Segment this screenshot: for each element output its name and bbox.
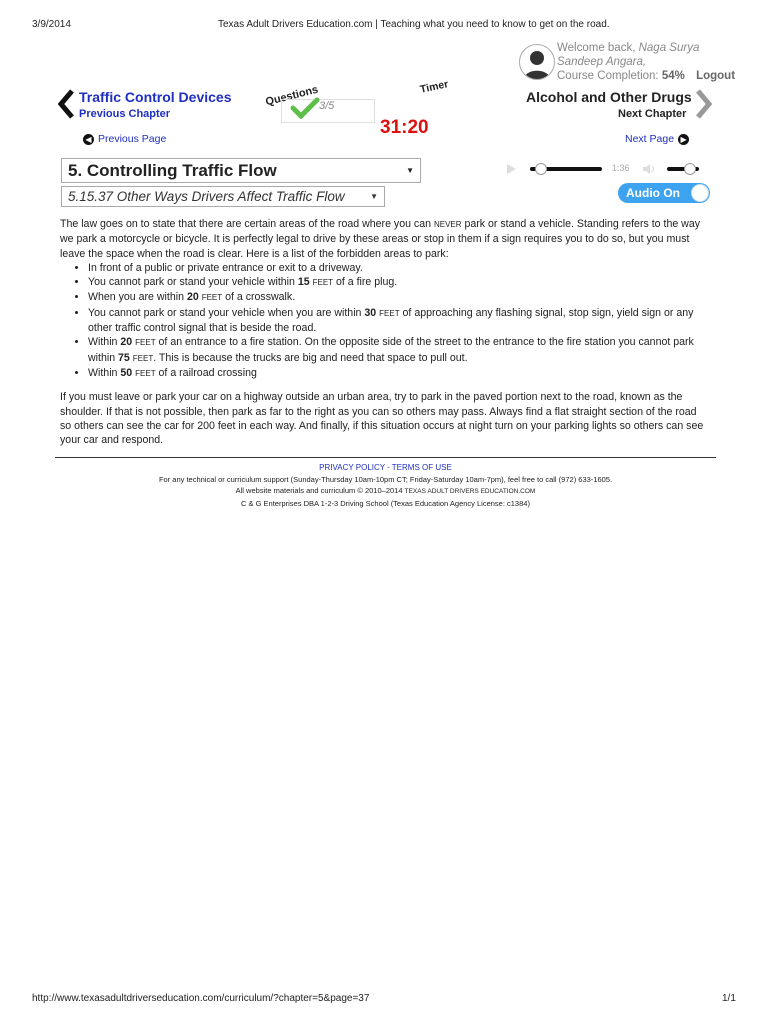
list-item: • Within 50 FEET of a railroad crossing bbox=[88, 366, 710, 381]
audio-seek-handle[interactable] bbox=[535, 163, 547, 175]
next-page-label: Next Page bbox=[625, 133, 675, 145]
support-text: For any technical or curriculum support (Sunday-Thursday 10am-10pm CT; Friday-Saturday 10am-7pm), feel free to call (972) 633-1605. bbox=[158, 474, 613, 484]
next-chapter-title[interactable]: Alcohol and Other Drugs bbox=[526, 89, 692, 105]
welcome-prefix: Welcome back, bbox=[557, 42, 636, 54]
arrow-right-circle-icon: ▶ bbox=[678, 134, 689, 145]
chevron-left-icon[interactable] bbox=[58, 89, 76, 125]
avatar bbox=[519, 44, 555, 80]
play-icon[interactable] bbox=[505, 162, 517, 180]
paragraph-shoulder: If you must leave or park your car on a highway outside an urban area, try to park in the paved portion next to the road, known as the shoulder. If that is not possible, then park as far to the right as you can so others may pass. Always find a flat straight section of the road so others can see the car for 200 feet in each way. And finally, if this situation occurs at night turn on your parking lights so others can see your car and respond. bbox=[60, 391, 704, 447]
user-silhouette-icon bbox=[520, 45, 554, 79]
audio-time: 1:36 bbox=[612, 163, 630, 173]
user-name-first: Naga Surya bbox=[638, 42, 700, 54]
footer-divider bbox=[55, 457, 716, 458]
completion-value: 54% bbox=[661, 70, 685, 82]
caret-down-icon: ▼ bbox=[406, 166, 414, 175]
audio-toggle-label: Audio On bbox=[626, 186, 680, 200]
print-title: Texas Adult Drivers Education.com | Teaching what you need to know to get on the road. bbox=[218, 19, 610, 30]
volume-slider[interactable] bbox=[667, 167, 699, 171]
audio-seek-bar[interactable] bbox=[530, 167, 602, 171]
prev-page-link[interactable] bbox=[83, 133, 166, 145]
volume-icon[interactable] bbox=[642, 162, 658, 180]
timer-label: Timer bbox=[419, 78, 450, 96]
audio-toggle-knob bbox=[691, 184, 709, 202]
list-item: • When you are within 20 FEET of a crosswalk. bbox=[88, 290, 710, 305]
questions-count: 3/5 bbox=[319, 100, 335, 112]
license-text: C & G Enterprises DBA 1-2-3 Driving School (Texas Education Agency License: c1384) bbox=[241, 498, 530, 508]
chevron-right-icon[interactable] bbox=[694, 89, 712, 125]
prev-chapter-title[interactable]: Traffic Control Devices bbox=[79, 89, 232, 105]
next-page-link[interactable] bbox=[625, 133, 689, 145]
prev-chapter-label[interactable]: Previous Chapter bbox=[79, 108, 171, 120]
next-chapter-label[interactable]: Next Chapter bbox=[618, 108, 687, 120]
print-page-number: 1/1 bbox=[722, 993, 736, 1004]
paragraph-intro: The law goes on to state that there are certain areas of the road where you can NEVER park or stand a vehicle. Standing refers to the way we park a motorcycle or bicycle. It is perfectly legal to drive by these areas or stop in them if a sign requires you to do so, but you must leave the space when the road is clear. Here is a list of the forbidden areas to park: bbox=[60, 218, 701, 260]
page-select[interactable] bbox=[61, 186, 385, 207]
questions-label: Questions bbox=[264, 83, 320, 109]
welcome-block bbox=[557, 41, 767, 83]
chapter-select-value: 5. Controlling Traffic Flow bbox=[68, 160, 277, 180]
volume-handle[interactable] bbox=[684, 163, 696, 175]
list-item: • You cannot park or stand your vehicle when you are within 30 FEET of approaching any flashing signal, stop sign, yield sign or any other traffic control signal that is beside the road. bbox=[88, 306, 710, 336]
checkmark-icon bbox=[290, 97, 320, 124]
timer-value: 31:20 bbox=[380, 117, 429, 138]
chapter-select[interactable] bbox=[61, 158, 421, 183]
user-name-second: Sandeep Angara, bbox=[557, 56, 647, 68]
forbidden-areas-list bbox=[60, 261, 710, 381]
completion-label: Course Completion: bbox=[557, 70, 659, 82]
print-url: http://www.texasadultdriverseducation.com/curriculum/?chapter=5&page=37 bbox=[32, 993, 370, 1004]
privacy-policy-link[interactable]: PRIVACY POLICY bbox=[319, 463, 386, 472]
footer-link-separator: - bbox=[385, 463, 392, 472]
logout-link[interactable]: Logout bbox=[696, 70, 736, 82]
page-select-value: 5.15.37 Other Ways Drivers Affect Traffic Flow bbox=[68, 189, 345, 204]
audio-toggle[interactable] bbox=[618, 183, 710, 203]
caret-down-icon: ▼ bbox=[370, 192, 378, 201]
list-item: • You cannot park or stand your vehicle within 15 FEET of a fire plug. bbox=[88, 275, 710, 290]
lesson-content bbox=[60, 217, 710, 447]
site-footer bbox=[55, 462, 716, 509]
list-item: • Within 20 FEET of an entrance to a fire station. On the opposite side of the street to the entrance to the fire station you cannot park within 75 FEET. This is because the trucks are big and need that space to pull out. bbox=[88, 335, 710, 366]
print-date: 3/9/2014 bbox=[32, 19, 71, 30]
list-item: • In front of a public or private entrance or exit to a driveway. bbox=[88, 261, 710, 275]
copyright-text: All website materials and curriculum © 2010–2014 TEXAS ADULT DRIVERS EDUCATION.COM bbox=[235, 486, 536, 495]
terms-of-use-link[interactable]: TERMS OF USE bbox=[391, 463, 452, 472]
arrow-left-circle-icon: ◀ bbox=[83, 134, 94, 145]
prev-page-label: Previous Page bbox=[98, 133, 167, 145]
